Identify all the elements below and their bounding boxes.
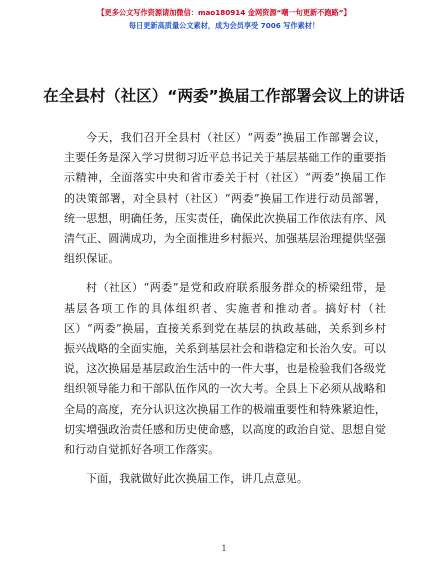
- page-number: 1: [221, 544, 227, 553]
- promo-banner: [0, 6, 448, 32]
- paragraph-2: 村（社区）“两委”是党和政府联系服务群众的桥梁纽带，是基层各项工作的具体组织者、实施者和推动者。搞好村（社区）“两委”换届，直接关系到党在基层的执政基础，关系到乡村振兴战略的全面实施，关系到基层社会和谐稳定和长治久安。可以说，这次换届是基层政治生活中的一件大事，也是检验我们各级党组织领导能力和干部队伍作风的一次大考。全县上下必须从战略和全局的高度，充分认识这次换届工作的极端重要性和特殊紧迫性，切实增强政治责任感和历史使命感，以高度的政治自觉、思想自觉和行动自觉抓好各项工作落实。: [64, 281, 386, 457]
- paragraph-3: 下面，我就做好此次换届工作，讲几点意见。: [86, 472, 308, 486]
- paragraph-1: 今天，我们召开全县村（社区）“两委”换届工作部署会议，主要任务是深入学习贯彻习近平总书记关于基层基础工作的重要指示精神，全面落实中央和省市委关于村（社区）“两委”换届工作的决策部署，对全县村（社区）“两委”换届工作进行动员部署，统一思想，明确任务，压实责任，确保此次换届工作依法有序、风清气正、圆满成功，为全面推进乡村振兴、加强基层治理提供坚强组织保证。: [64, 131, 386, 266]
- document-body: [64, 128, 386, 498]
- document-title: 在全县村（社区）“两委”换届工作部署会议上的讲话: [43, 87, 405, 105]
- promo-line-1: 【更多公文写作资源请加微信：mao180914 金网资源“嘲一句更新不跑路”】: [97, 8, 351, 17]
- promo-line-2: 每日更新高质量公文素材，成为会员享受 7006 写作素材！: [128, 21, 320, 30]
